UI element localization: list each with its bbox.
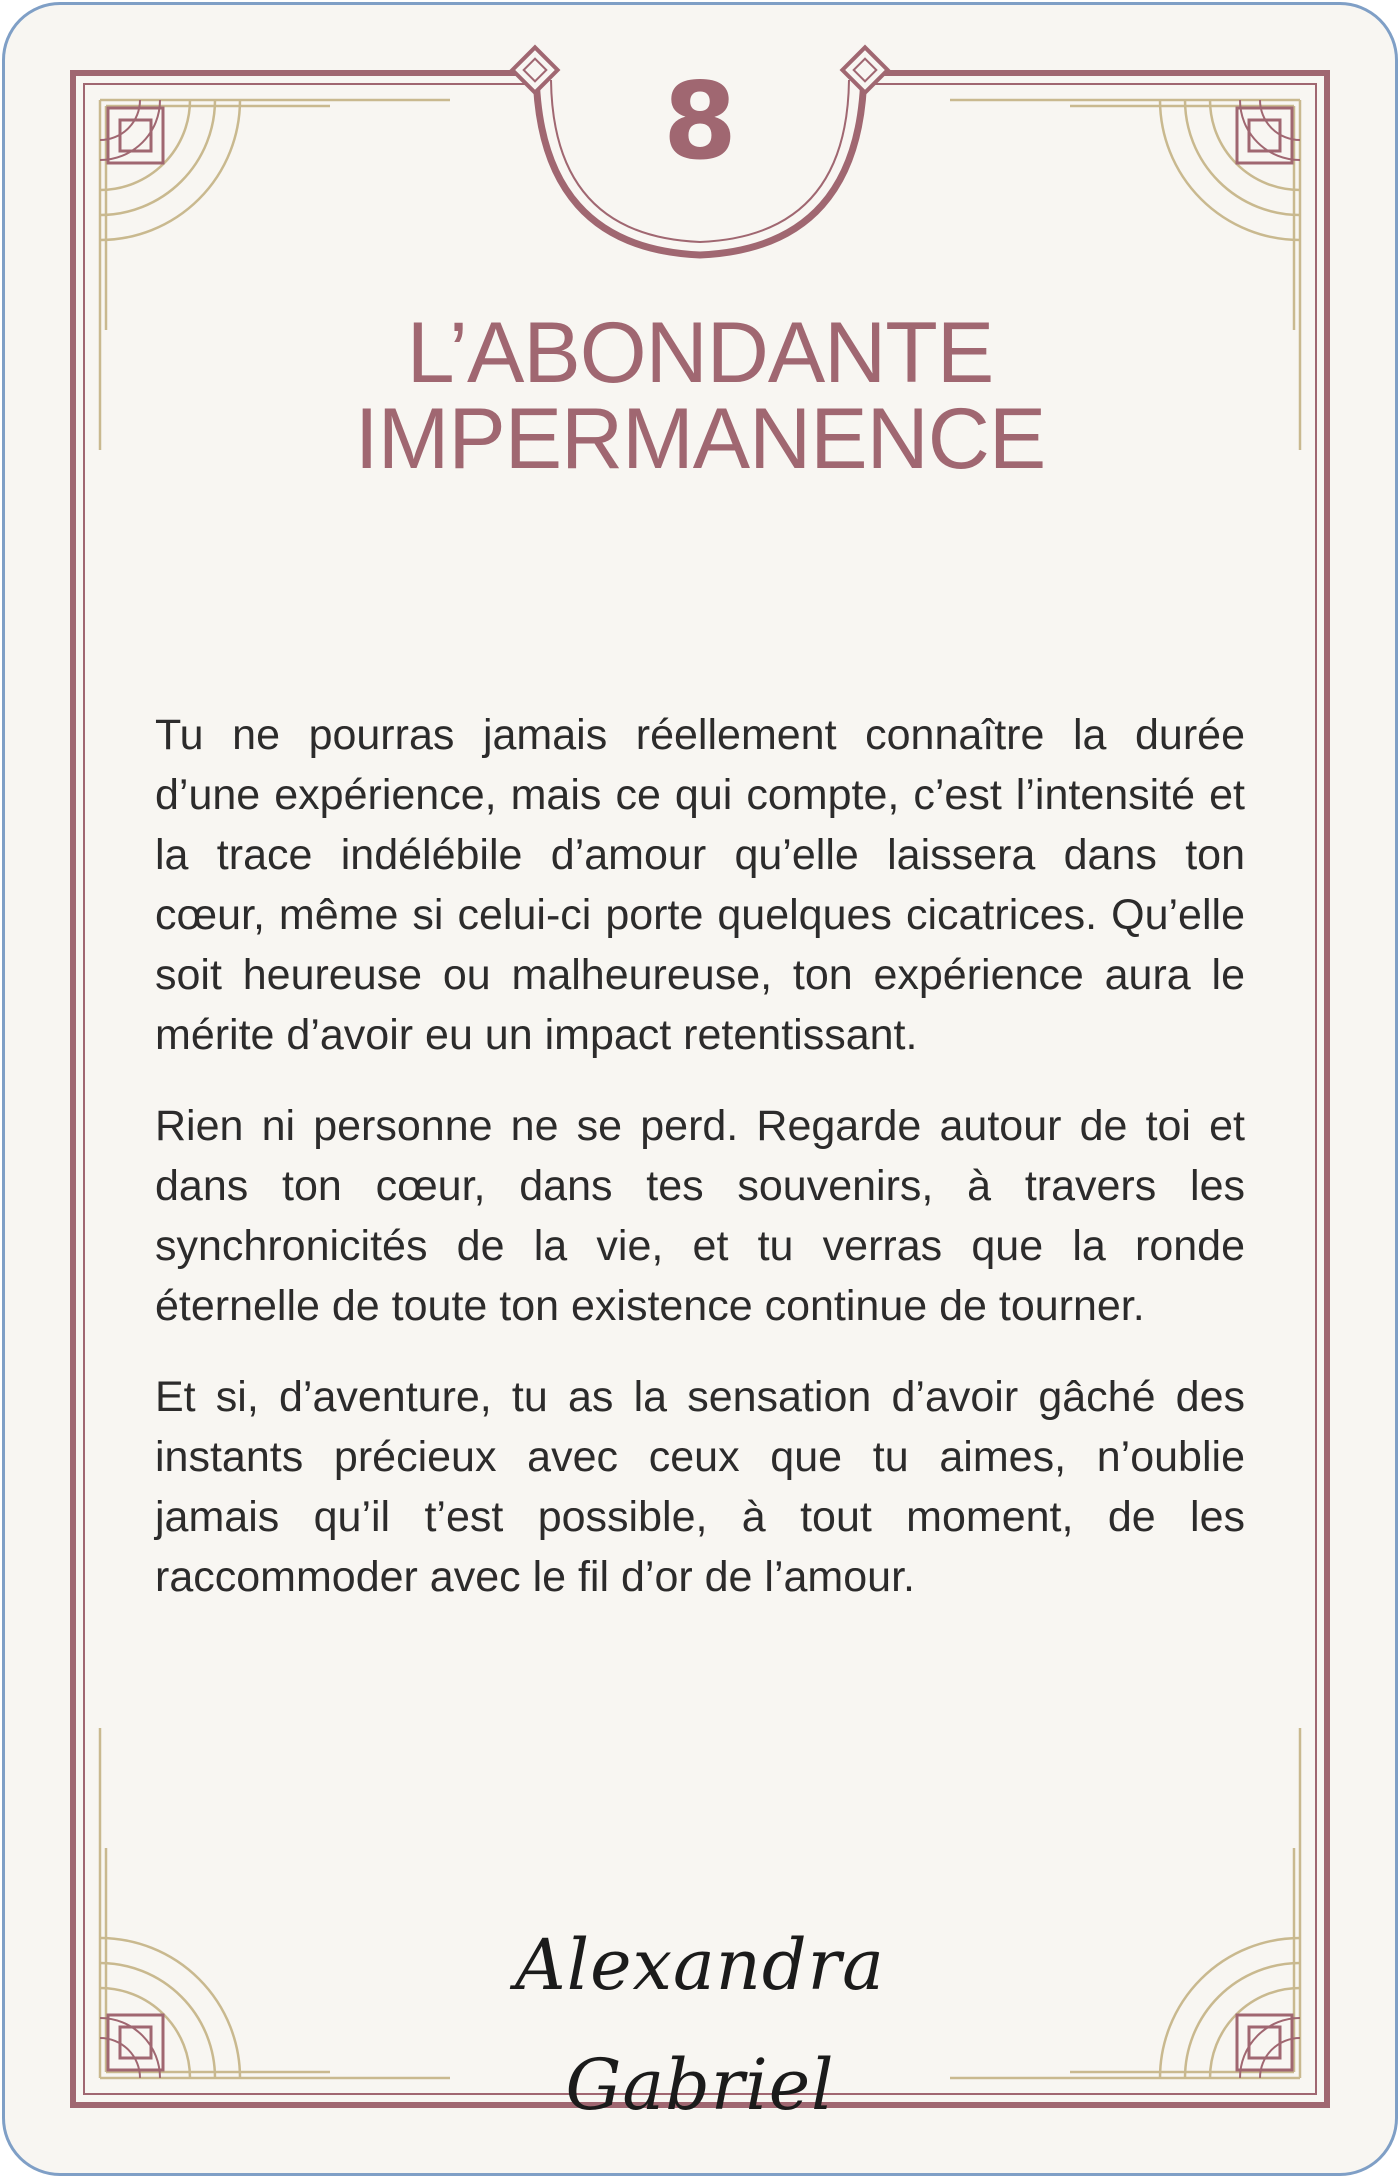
corner-ornament-icon [1160, 100, 1300, 240]
card-body [155, 705, 1245, 1638]
card-number: 8 [663, 60, 737, 183]
author-signature: Alexandra Gabriel [515, 1924, 885, 2126]
body-paragraph: Et si, d’aventure, tu as la sensation d’avoir gâché des instants précieux avec ceux que tu aimes, n’oublie jamais qu’il t’est possible, à tout moment, de les raccommoder avec le fil d’or de l’amour. [155, 1373, 1245, 1601]
corner-ornament-icon [100, 100, 240, 240]
card-title-line-2: IMPERMANENCE [354, 391, 1046, 487]
card-title [250, 305, 1150, 487]
body-paragraph: Rien ni personne ne se perd. Regarde autour de toi et dans ton cœur, dans tes souvenirs, à travers les synchronicités de la vie, et tu verras que la ronde éternelle de toute ton existence continue de tourner. [155, 1102, 1245, 1330]
corner-ornament-icon [1160, 1938, 1300, 2078]
corner-ornament-icon [100, 1938, 240, 2078]
body-paragraph: Tu ne pourras jamais réellement connaître la durée d’une expérience, mais ce qui compte, c’est l’intensité et la trace indélébile d’amour qu’elle laissera dans ton cœur, même si celui-ci porte quelques cicatrices. Qu’elle soit heureuse ou malheureuse, ton expérience aura le mérite d’avoir eu un impact retentissant. [155, 711, 1245, 1059]
card-title-line-1: L’ABONDANTE [406, 305, 994, 401]
